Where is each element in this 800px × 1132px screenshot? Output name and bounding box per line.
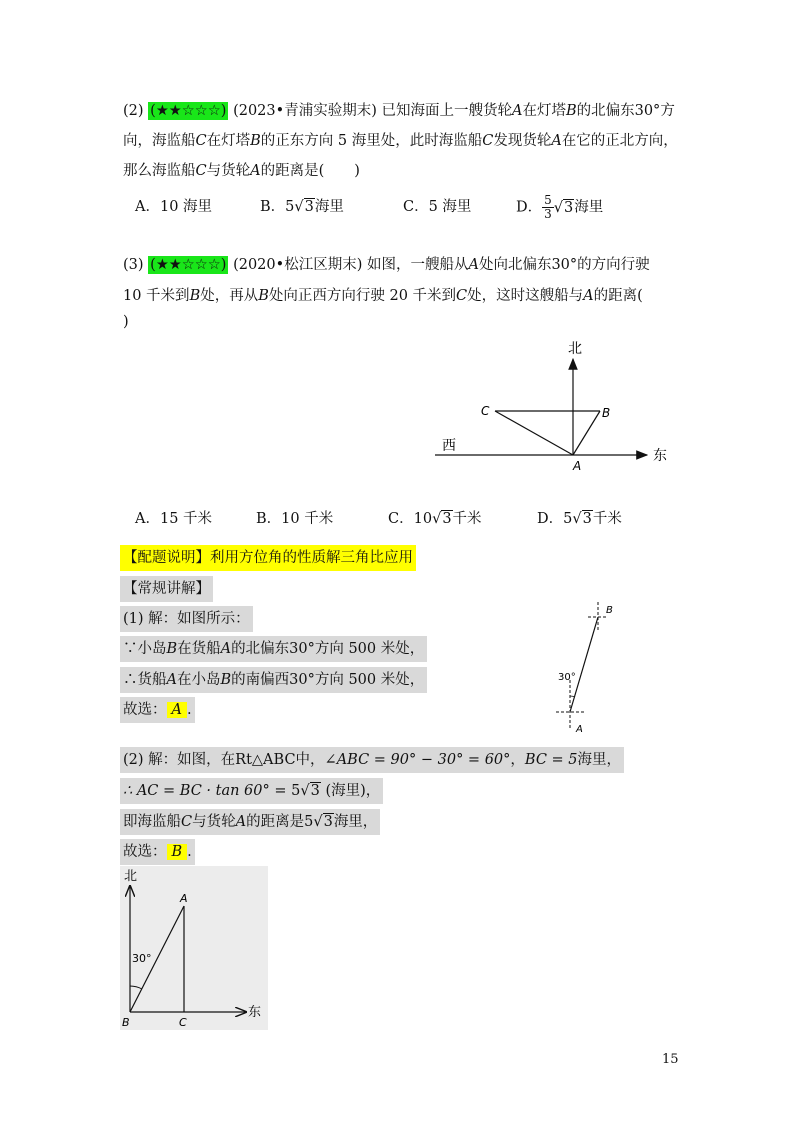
q3-number: (3) — [123, 257, 144, 273]
p2-answer: B — [167, 844, 188, 860]
fig2-point-b: B — [122, 1016, 130, 1029]
q3-line-3: ) — [123, 314, 129, 330]
explain-header: 【配题说明】利用方位角的性质解三角比应用 — [120, 545, 416, 571]
q2-option-d: D． $\frac{5}{3}$ √3海里 — [516, 193, 604, 221]
p2-line-1: (2) 解：如图，在Rt△ABC中，∠ABC = 90° − 30° = 60°，BC = 5海里， — [120, 747, 624, 773]
q3-line-2: 10 千米到B处，再从B处向正西方向行驶 20 千米到C处，这时这艘船与A的距离( — [123, 288, 643, 304]
fig2-angle-label: 30° — [132, 952, 152, 965]
q2-line-1: (2) (★★☆☆☆) (2023•青浦实验期末) 已知海面上一艘货轮A在灯塔B的北偏东30°方 — [123, 103, 675, 119]
ab-line — [570, 617, 598, 712]
q3-option-c: C．10√3千米 — [388, 511, 482, 527]
north-label: 北 — [568, 341, 582, 357]
east-label: 东 — [653, 448, 667, 464]
point-b-label: B — [602, 406, 611, 420]
point-a-label: A — [573, 459, 582, 473]
fig2-point-a: A — [180, 892, 188, 905]
point-c-label: C — [481, 404, 490, 418]
q2-option-b: B．5√3海里 — [260, 199, 344, 215]
q2-line-2: 向，海监船C在灯塔B的正东方向 5 海里处，此时海监船C发现货轮A在它的正北方向， — [123, 133, 678, 149]
explain-subheader: 【常规讲解】 — [120, 576, 213, 602]
p2-line-2: ∴ AC = BC · tan 60° = 5√3 (海里)， — [120, 778, 383, 804]
q2-option-c: C．5 海里 — [403, 199, 472, 215]
fig2-point-c: C — [179, 1016, 187, 1029]
segment-ac — [495, 411, 573, 455]
page-number: 15 — [662, 1052, 679, 1067]
q2-number: (2) — [123, 103, 144, 119]
fig1-point-b: B — [606, 605, 613, 616]
q2-source: (2023•青浦实验期末) — [233, 103, 377, 119]
q3-difficulty-stars: (★★☆☆☆) — [150, 257, 227, 273]
p1-line-1: (1) 解：如图所示： — [120, 606, 253, 632]
p1-bearing-figure — [548, 600, 628, 738]
q2-line-3: 那么海监船C与货轮A的距离是( ) — [123, 163, 360, 179]
fig1-angle-label: 30° — [558, 672, 576, 683]
p1-line-3: ∴货船A在小岛B的南偏西30°方向 500 米处， — [120, 667, 427, 693]
q3-direction-figure — [425, 335, 685, 485]
p1-line-2: ∵小岛B在货船A的北偏东30°方向 500 米处， — [120, 636, 427, 662]
p2-triangle-figure — [120, 866, 268, 1030]
p2-line-3: 即海监船C与货轮A的距离是5√3海里， — [120, 809, 380, 835]
fig2-north-label: 北 — [124, 869, 138, 884]
q2-difficulty-stars: (★★☆☆☆) — [150, 103, 227, 119]
p1-answer: A — [167, 702, 187, 718]
q3-option-a: A．15 千米 — [135, 511, 213, 527]
p1-line-4: 故选： A . — [120, 697, 195, 723]
q3-option-d: D．5√3千米 — [537, 511, 622, 527]
q3-source: (2020•松江区期末) — [233, 257, 363, 273]
q2-option-a: A．10 海里 — [135, 199, 213, 215]
west-label: 西 — [442, 438, 456, 454]
fig2-east-label: 东 — [248, 1005, 262, 1020]
q3-option-b: B．10 千米 — [256, 511, 334, 527]
fig1-point-a: A — [576, 724, 583, 735]
p2-line-4: 故选： B . — [120, 839, 195, 865]
segment-ab — [573, 411, 600, 455]
q3-line-1: (3) (★★☆☆☆) (2020•松江区期末) 如图，一艘船从A处向北偏东30°的方向行驶 — [123, 257, 650, 273]
